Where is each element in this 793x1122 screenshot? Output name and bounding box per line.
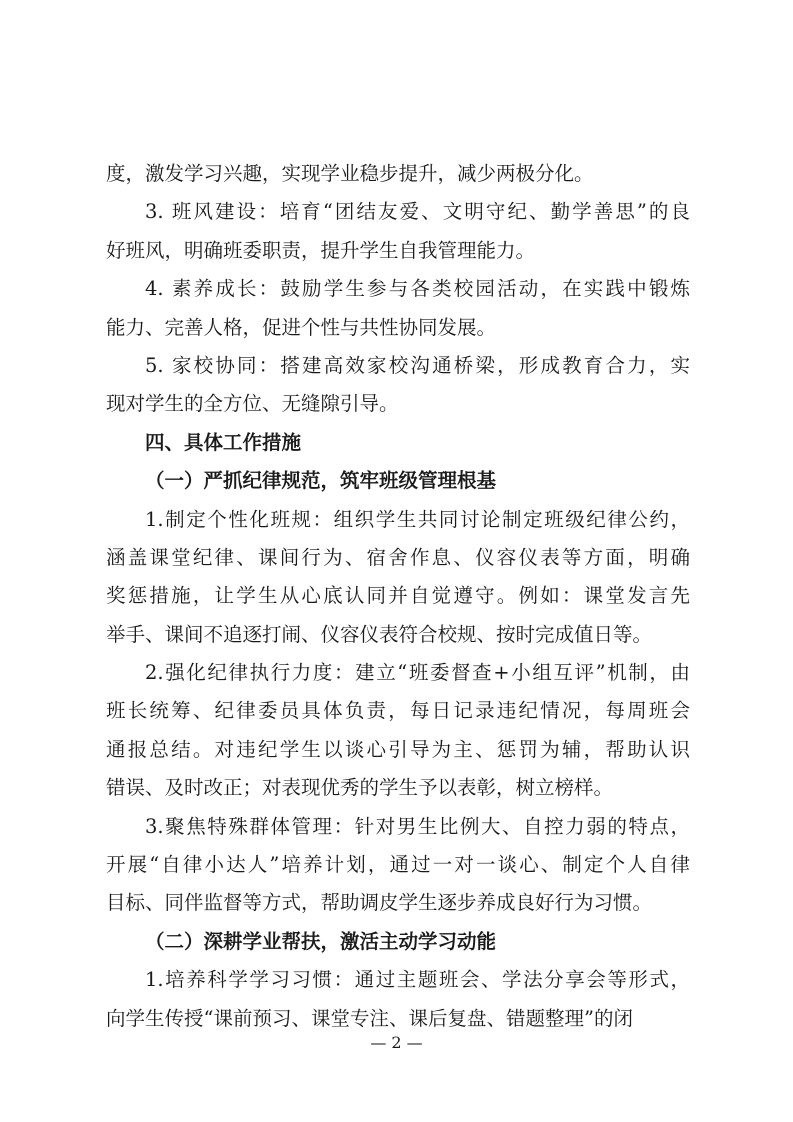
paragraph-line: 举手、课间不追逐打闹、仪容仪表符合校规、按时完成值日等。 <box>106 622 653 646</box>
paragraph-line: 2.强化纪律执行力度：建立“班委督查+小组互评”机制，由 <box>145 661 690 685</box>
paragraph-line: 目标、同伴监督等方式，帮助调皮学生逐步养成良好行为习惯。 <box>106 891 653 915</box>
paragraph-line: 涵盖课堂纪律、课间行为、宿舍作息、仪容仪表等方面，明确 <box>106 545 690 569</box>
paragraph-line: 4. 素养成长：鼓励学生参与各类校园活动，在实践中锻炼 <box>145 277 690 301</box>
page-body <box>106 155 690 1038</box>
section-heading: 四、具体工作措施 <box>145 430 302 454</box>
paragraph-line: 通报总结。对违纪学生以谈心引导为主、惩罚为辅，帮助认识 <box>106 737 690 761</box>
paragraph-line: 向学生传授“课前预习、课堂专注、课后复盘、错题整理”的闭 <box>106 1006 633 1030</box>
paragraph-line: 奖惩措施，让学生从心底认同并自觉遵守。例如：课堂发言先 <box>106 584 690 608</box>
paragraph-line: 1.培养科学学习习惯：通过主题班会、学法分享会等形式， <box>145 968 690 992</box>
paragraph-line: 现对学生的全方位、无缝隙引导。 <box>106 392 399 416</box>
paragraph-line: 好班风，明确班委职责，提升学生自我管理能力。 <box>106 238 536 262</box>
paragraph-line: 3.聚焦特殊群体管理：针对男生比例大、自控力弱的特点， <box>145 814 690 838</box>
page-number: — 2 — <box>370 1033 423 1052</box>
paragraph-line: 错误、及时改正；对表现优秀的学生予以表彰，树立榜样。 <box>106 776 614 800</box>
paragraph-line: 1.制定个性化班规：组织学生共同讨论制定班级纪律公约， <box>145 507 690 531</box>
paragraph-line: 开展“自律小达人”培养计划，通过一对一谈心、制定个人自律 <box>106 853 690 877</box>
paragraph-line: 3. 班风建设：培育“团结友爱、文明守纪、勤学善思”的良 <box>145 200 690 224</box>
paragraph-line: 度，激发学习兴趣，实现学业稳步提升，减少两极分化。 <box>106 162 594 185</box>
paragraph-line: 5. 家校协同：搭建高效家校沟通桥梁，形成教育合力，实 <box>145 353 690 377</box>
subsection-heading: （一）严抓纪律规范，筑牢班级管理根基 <box>145 469 497 493</box>
paragraph-line: 班长统筹、纪律委员具体负责，每日记录违纪情况，每周班会 <box>106 699 690 723</box>
paragraph-line: 能力、完善人格，促进个性与共性协同发展。 <box>106 315 497 339</box>
subsection-heading: （二）深耕学业帮扶，激活主动学习动能 <box>145 929 497 953</box>
